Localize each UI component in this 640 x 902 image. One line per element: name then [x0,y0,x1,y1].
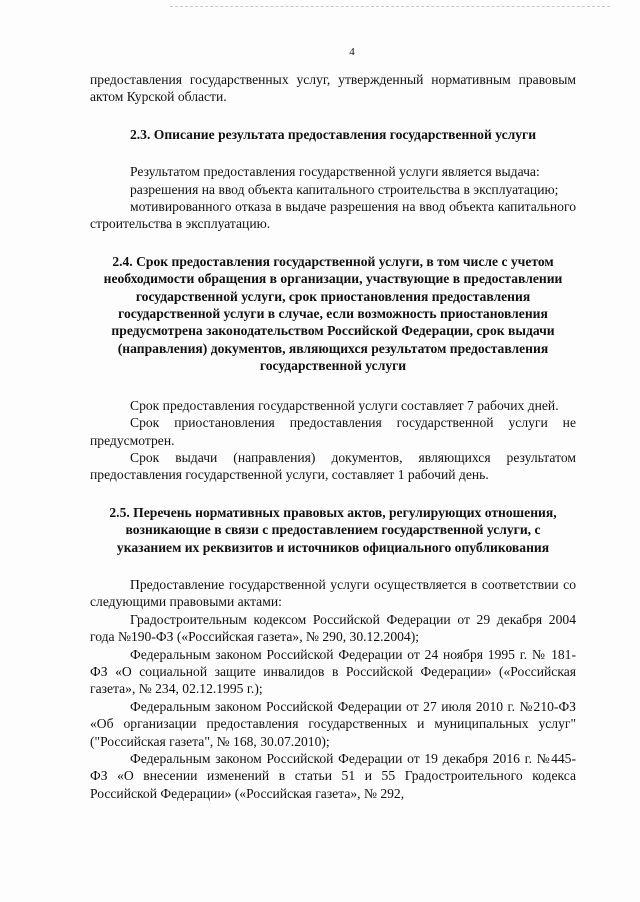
scan-top-edge [170,6,610,7]
section-2-4-paragraph: Срок приостановления предоставления государственной услуги не предусмотрен. [90,415,576,448]
section-2-4-paragraph: Срок выдачи (направления) документов, являющихся результатом предоставления государственной услуги, составляет 1 рабочий день. [90,449,576,483]
section-2-5-paragraph: Федеральным законом Российской Федерации от 27 июля 2010 г. №210-ФЗ «Об организации предоставления государственных и муниципальных услуг" ("Российская газета", № 168, 30.07.2010); [90,698,576,749]
section-2-4-paragraph: Срок предоставления государственной услуги составляет 7 рабочих дней. [130,397,559,413]
section-2-5-paragraph: Предоставление государственной услуги осуществляется в соответствии со следующими правовыми актами: [90,576,576,610]
section-2-4-heading: 2.4. Срок предоставления государственной услуги, в том числе с учетом необходимости обращения в организации, участвующие в предоставлении государственной услуги, срок приостановления предоставления государственной услуги в случае, если возможность приостановления предусмотрена законодательством Российской Федерации, срок выдачи (направления) документов, являющихся результатом предоставления государственной услуги [103,253,563,374]
section-2-3-heading: 2.3. Описание результата предоставления государственной услуги [129,126,537,142]
section-2-3-paragraph: мотивированного отказа в выдаче разрешения на ввод объекта капитального строительства в эксплуатацию. [90,199,576,232]
page-number: 4 [349,46,355,58]
section-2-5-paragraph: Градостроительным кодексом Российской Федерации от 29 декабря 2004 года №190-ФЗ («Российская газета», № 290, 30.12.2004); [90,611,576,645]
section-2-5-heading: 2.5. Перечень нормативных правовых актов, регулирующих отношения, возникающие в связи с предоставлением государственной услуги, с указанием их реквизитов и источников официального опубликования [109,504,557,555]
section-2-5-paragraph: Федеральным законом Российской Федерации от 19 декабря 2016 г. №445-ФЗ «О внесении изменений в статьи 51 и 55 Градостроительного кодекса Российской Федерации» («Российская газета», № 292, [90,751,576,801]
section-2-5-paragraph: Федеральным законом Российской Федерации от 24 ноября 1995 г. № 181-ФЗ «О социальной защите инвалидов в Российской Федерации» («Российская газета», № 234, 02.12.1995 г.); [90,646,576,697]
section-2-3-paragraph: разрешения на ввод объекта капитального строительства в эксплуатацию; [130,181,559,197]
page-content [90,71,576,802]
section-2-3-paragraph: Результатом предоставления государственной услуги является выдача: [130,164,540,180]
intro-paragraph: предоставления государственных услуг, утвержденный нормативным правовым актом Курской области. [90,72,576,105]
